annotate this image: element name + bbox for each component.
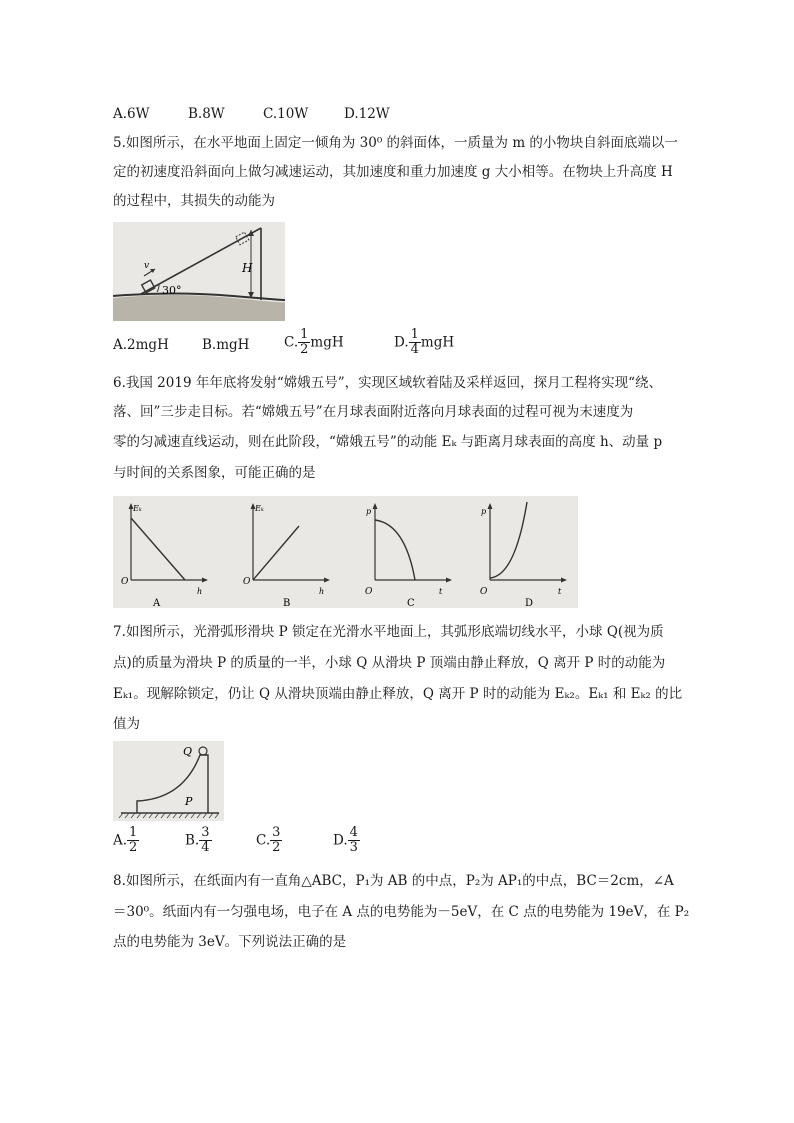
graph-b-xlabel: h: [319, 587, 325, 596]
h-label: H: [242, 261, 253, 275]
q5-option-c: C. $\frac{1}{2}$ mgH: [284, 327, 344, 357]
graph-b-ylabel: Eₖ: [255, 504, 264, 513]
v-label: v: [144, 261, 150, 271]
graph-d-curve: [490, 502, 527, 578]
fraction: $\frac{3}{2}$: [272, 825, 281, 855]
q7-option-c: C. $\frac{3}{2}$: [256, 825, 281, 855]
slider-body: [137, 755, 208, 813]
fraction: $\frac{1}{2}$: [300, 327, 309, 357]
block: [142, 280, 155, 293]
graph-c-curve: [375, 520, 415, 580]
graph-b-line: [253, 526, 299, 580]
q6-text-line-2: 落、回”三步走目标。若“嫦娥五号”在月球表面附近落向月球表面的过程可视为末速度为: [113, 404, 634, 420]
q5-incline-diagram: [113, 222, 285, 321]
q7-option-a: A. $\frac{1}{2}$: [113, 825, 138, 855]
q7-text-line-3: Eₖ₁。现解除锁定，仍让 Q 从滑块顶端由静止释放，Q 离开 P 时的动能为 Eₖ₂。Eₖ₁ 和 Eₖ₂ 的比: [113, 686, 683, 702]
angle-label: 30°: [162, 284, 182, 297]
q4-option-c: C.10W: [263, 106, 309, 122]
q7-option-d: D. $\frac{4}{3}$: [333, 825, 358, 855]
graph-a-xlabel: h: [197, 587, 203, 596]
q4-option-a: A.6W: [113, 106, 150, 122]
q5-text-line-3: 的过程中，其损失的动能为: [113, 193, 275, 209]
ball: [199, 747, 207, 755]
q6-graphs: [113, 496, 578, 608]
q5-options: [113, 328, 513, 364]
graph-b: [243, 503, 330, 608]
q5-option-a: A.2mgH: [113, 337, 169, 353]
q7-options: [113, 826, 413, 862]
graph-c-caption: C: [407, 598, 415, 608]
fraction: $\frac{3}{4}$: [201, 825, 210, 855]
q6-text-line-1: 6.我国 2019 年年底将发射“嫦娥五号”，实现区域软着陆及采样返回，探月工程将实现“绕、: [113, 375, 663, 391]
graph-c-origin: O: [365, 587, 373, 597]
q4-option-d: D.12W: [344, 106, 390, 122]
q4-option-b: B.8W: [188, 106, 225, 122]
graph-d-origin: O: [480, 587, 488, 597]
q7-slider-diagram: [113, 741, 224, 821]
graph-d-xlabel: t: [558, 587, 562, 596]
q6-graphs-figure: [113, 496, 578, 608]
q7-slider-figure: [113, 741, 224, 821]
q5-option-d: D. $\frac{1}{4}$ mgH: [394, 327, 455, 357]
q5-text-line-1: 5.如图所示，在水平地面上固定一倾角为 30⁰ 的斜面体，一质量为 m 的小物块自斜面底端以一: [113, 135, 678, 151]
p-label: P: [185, 795, 193, 808]
graph-b-caption: B: [283, 598, 291, 608]
graph-a-ylabel: Eₖ: [133, 504, 142, 513]
q-label: Q: [183, 745, 193, 758]
graph-c-xlabel: t: [439, 587, 443, 596]
q8-text-line-1: 8.如图所示，在纸面内有一直角△ABC，P₁为 AB 的中点，P₂为 AP₁的中点，BC＝2cm，∠A: [113, 873, 674, 889]
q7-text-line-2: 点)的质量为滑块 P 的质量的一半，小球 Q 从滑块 P 顶端由静止释放，Q 离开 P 时的动能为: [113, 655, 666, 671]
q5-incline-figure: [113, 222, 285, 321]
q6-text-line-4: 与时间的关系图象，可能正确的是: [113, 465, 316, 481]
fraction: $\frac{1}{2}$: [129, 825, 138, 855]
q7-option-b: B. $\frac{3}{4}$: [185, 825, 210, 855]
graph-d: [480, 502, 567, 608]
graph-d-caption: D: [525, 598, 534, 608]
q6-text-line-3: 零的匀减速直线运动，则在此阶段，“嫦娥五号”的动能 Eₖ 与距离月球表面的高度 h、动量 p: [113, 434, 663, 450]
q7-text-line-1: 7.如图所示，光滑弧形滑块 P 锁定在光滑水平地面上，其弧形底端切线水平，小球 Q(视为质: [113, 624, 664, 640]
graph-c-ylabel: p: [366, 507, 372, 516]
fraction: $\frac{4}{3}$: [349, 825, 358, 855]
q5-text-line-2: 定的初速度沿斜面向上做匀减速运动，其加速度和重力加速度 g 大小相等。在物块上升高度 H: [113, 164, 673, 180]
graph-a-caption: A: [153, 598, 161, 608]
q5-option-b: B.mgH: [202, 337, 250, 353]
angle-arc: [157, 285, 159, 292]
q7-text-line-4: 值为: [113, 716, 140, 732]
graph-c: [365, 503, 452, 608]
graph-b-origin: O: [243, 577, 251, 587]
q8-text-line-3: 点的电势能为 3eV。下列说法正确的是: [113, 934, 347, 950]
graph-a: [121, 503, 208, 608]
graph-a-line: [131, 518, 185, 580]
graph-a-origin: O: [121, 577, 129, 587]
fraction: $\frac{1}{4}$: [410, 327, 419, 357]
q8-text-line-2: ＝30⁰。纸面内有一匀强电场，电子在 A 点的电势能为－5eV，在 C 点的电势能为 19eV，在 P₂: [113, 904, 690, 920]
graph-d-ylabel: p: [481, 507, 487, 516]
